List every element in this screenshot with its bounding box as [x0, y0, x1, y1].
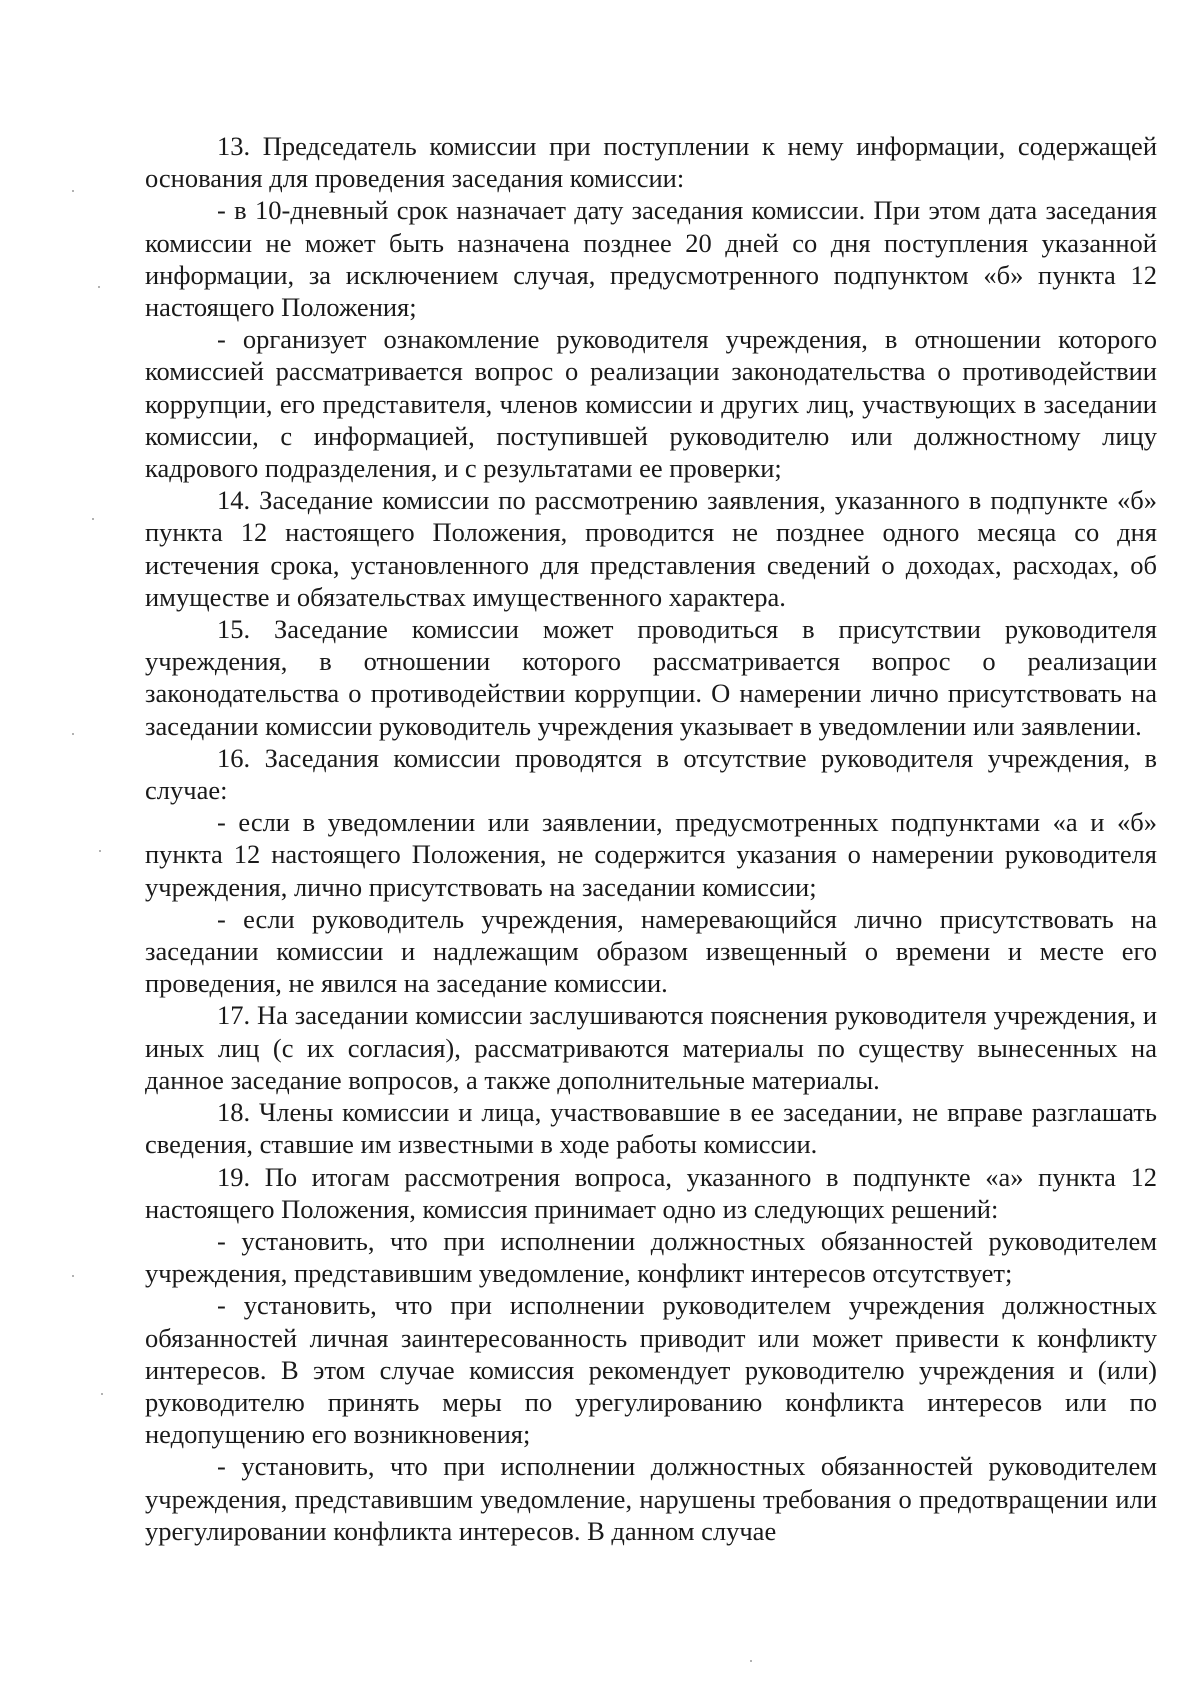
paragraph-19-item-3: - установить, что при исполнении должностных обязанностей руководителем учреждения, представившим уведомление, нарушены требования о предотвращении или урегулировании конфликта интересов. В данном случае	[145, 1451, 1157, 1546]
paragraph-17: 17. На заседании комиссии заслушиваются пояснения руководителя учреждения, и иных лиц (с их согласия), рассматриваются материалы по существу вынесенных на данное заседание вопросов, а также дополнительные материалы.	[145, 1000, 1157, 1095]
scan-speck	[72, 733, 74, 735]
scan-speck	[72, 190, 74, 192]
paragraph-16: 16. Заседания комиссии проводятся в отсутствие руководителя учреждения, в случае:	[145, 742, 1157, 806]
paragraph-16-item-2: - если руководитель учреждения, намеревающийся лично присутствовать на заседании комиссии и надлежащим образом извещенный о времени и месте его проведения, не явился на заседание комиссии.	[145, 903, 1157, 999]
paragraph-19: 19. По итогам рассмотрения вопроса, указанного в подпункте «а» пункта 12 настоящего Положения, комиссия принимает одно из следующих решений:	[145, 1161, 1157, 1224]
scan-speck	[92, 518, 94, 520]
scan-speck	[72, 1275, 74, 1277]
paragraph-15: 15. Заседание комиссии может проводиться в присутствии руководителя учреждения, в отношении которого рассматривается вопрос о реализации законодательства о противодействии коррупции. О намерении лично присутствовать на заседании комиссии руководитель учреждения указывает в уведомлении или заявлении.	[145, 614, 1157, 741]
paragraph-18: 18. Члены комиссии и лица, участвовавшие в ее заседании, не вправе разглашать сведения, ставшие им известными в ходе работы комиссии.	[145, 1097, 1157, 1160]
paragraph-19-item-1: - установить, что при исполнении должностных обязанностей руководителем учреждения, представившим уведомление, конфликт интересов отсутствует;	[145, 1225, 1157, 1289]
scan-speck	[750, 1660, 752, 1662]
paragraph-13-item-2: - организует ознакомление руководителя учреждения, в отношении которого комиссией рассматривается вопрос о реализации законодательства о противодействии коррупции, его представителя, членов комиссии и других лиц, участвующих в заседании комиссии, с информацией, поступившей руководителю или должностному лицу кадрового подразделения, и с результатами ее проверки;	[145, 324, 1157, 484]
scan-speck	[99, 850, 101, 852]
paragraph-19-item-2: - установить, что при исполнении руководителем учреждения должностных обязанностей личная заинтересованность приводит или может привести к конфликту интересов. В этом случае комиссия рекомендует руководителю учреждения и (или) руководителю принять меры по урегулированию конфликта интересов или по недопущению его возникновения;	[145, 1290, 1157, 1450]
paragraph-14: 14. Заседание комиссии по рассмотрению заявления, указанного в подпункте «б» пункта 12 настоящего Положения, проводится не позднее одного месяца со дня истечения срока, установленного для представления сведений о доходах, расходах, об имуществе и обязательствах имущественного характера.	[145, 485, 1157, 612]
paragraph-13-item-1: - в 10-дневный срок назначает дату заседания комиссии. При этом дата заседания комиссии не может быть назначена позднее 20 дней со дня поступления указанной информации, за исключением случая, предусмотренного подпунктом «б» пункта 12 настоящего Положения;	[145, 195, 1157, 323]
document-body	[145, 130, 1157, 1547]
paragraph-13: 13. Председатель комиссии при поступлении к нему информации, содержащей основания для проведения заседания комиссии:	[145, 131, 1157, 194]
scan-speck	[101, 1393, 103, 1395]
paragraph-16-item-1: - если в уведомлении или заявлении, предусмотренных подпунктами «а и «б» пункта 12 настоящего Положения, не содержится указания о намерении руководителя учреждения, лично присутствовать на заседании комиссии;	[145, 807, 1157, 902]
scan-speck	[98, 286, 100, 288]
